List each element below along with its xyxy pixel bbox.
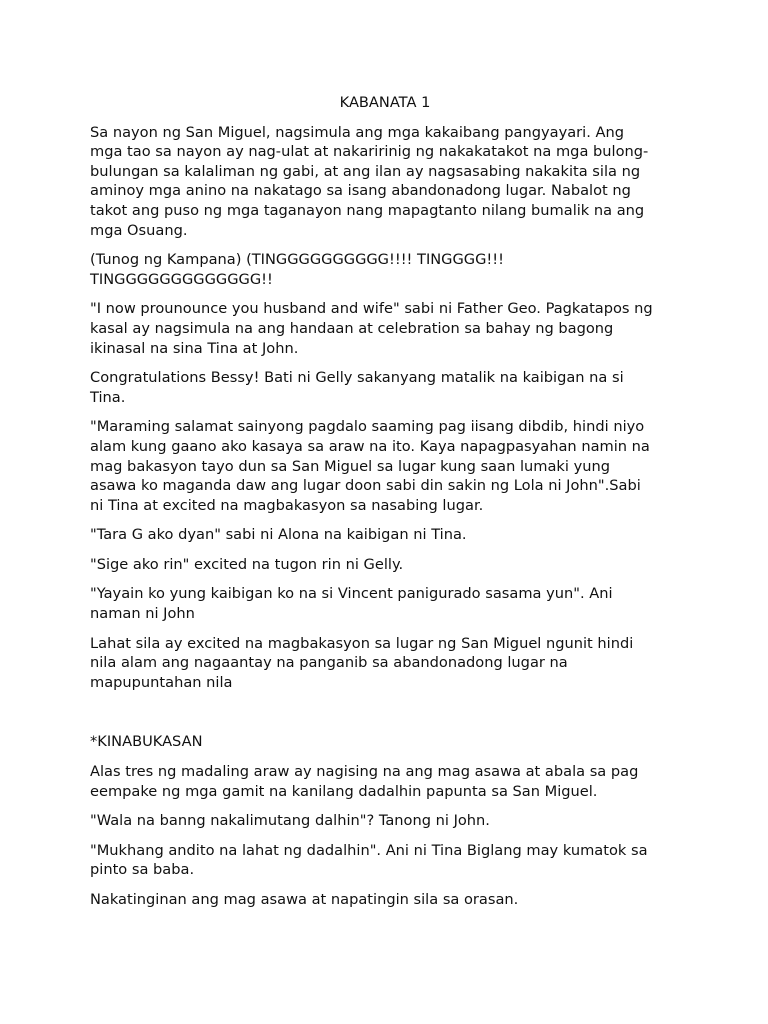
paragraph-line: "Yayain ko yung kaibigan ko na si Vincent panigurado sasama yun". Ani — [90, 585, 613, 603]
paragraph — [90, 634, 680, 693]
paragraph-line: Alas tres ng madaling araw ay nagising na ang mag asawa at abala sa pag — [90, 763, 639, 781]
paragraph-line: mag bakasyon tayo dun sa San Miguel sa lugar kung saan lumaki yung — [90, 457, 610, 475]
paragraph-line: takot ang puso ng mga taganayon nang mapagtanto nilang bumalik na ang — [90, 201, 645, 219]
paragraph-line: mga Osuang. — [90, 221, 188, 239]
paragraph-line: bulungan sa kalaliman ng gabi, at ang ilan ay nagsasabing nakakita sila ng — [90, 162, 641, 180]
paragraph-line: ni Tina at excited na magbakasyon sa nasabing lugar. — [90, 496, 484, 514]
paragraph — [90, 584, 680, 623]
section-one — [90, 123, 680, 693]
paragraph — [90, 417, 680, 515]
section-heading: *KINABUKASAN — [90, 733, 203, 751]
paragraph — [90, 250, 680, 289]
paragraph-line: eempake ng mga gamit na kanilang dadalhin papunta sa San Miguel. — [90, 782, 598, 800]
paragraph-line: Nakatinginan ang mag asawa at napatingin sila sa orasan. — [90, 891, 519, 908]
paragraph-line: mapupuntahan nila — [90, 673, 233, 691]
paragraph-line: aminoy mga anino na nakatago sa isang abandonadong lugar. Nabalot ng — [90, 182, 631, 200]
section-spacer — [90, 702, 680, 732]
paragraph-line: Congratulations Bessy! Bati ni Gelly sakanyang matalik na kaibigan na si — [90, 369, 624, 387]
paragraph-line: TINGGGGGGGGGGGGG!! — [90, 270, 273, 288]
paragraph — [90, 123, 680, 241]
paragraph-line: alam kung gaano ako kasaya sa araw na ito. Kaya napagpasyahan namin na — [90, 437, 650, 455]
paragraph — [90, 525, 680, 545]
paragraph-line: (Tunog ng Kampana) (TINGGGGGGGGGG!!!! TINGGGG!!! — [90, 251, 504, 269]
paragraph-line: "Tara G ako dyan" sabi ni Alona na kaibigan ni Tina. — [90, 526, 467, 544]
paragraph — [90, 890, 680, 910]
chapter-title: KABANATA 1 — [339, 94, 431, 111]
paragraph — [90, 368, 680, 407]
paragraph — [90, 762, 680, 801]
paragraph — [90, 555, 680, 575]
paragraph-line: "Mukhang andito na lahat ng dadalhin". Ani ni Tina Biglang may kumatok sa — [90, 841, 648, 859]
paragraph — [90, 841, 680, 880]
paragraph-line: naman ni John — [90, 605, 195, 623]
paragraph-line: pinto sa baba. — [90, 861, 195, 879]
paragraph-line: asawa ko maganda daw ang lugar doon sabi din sakin ng Lola ni John".Sabi — [90, 477, 641, 495]
paragraph — [90, 299, 680, 358]
paragraph-line: Lahat sila ay excited na magbakasyon sa lugar ng San Miguel ngunit hindi — [90, 634, 634, 652]
document-page — [90, 93, 680, 920]
paragraph-line: "Maraming salamat sainyong pagdalo saaming pag iisang dibdib, hindi niyo — [90, 418, 645, 436]
paragraph-line: ikinasal na sina Tina at John. — [90, 339, 299, 357]
paragraph-line: nila alam ang nagaantay na panganib sa abandonadong lugar na — [90, 654, 568, 672]
paragraph-line: Sa nayon ng San Miguel, nagsimula ang mga kakaibang pangyayari. Ang — [90, 123, 624, 141]
paragraph-line: "I now prounounce you husband and wife" sabi ni Father Geo. Pagkatapos ng — [90, 300, 653, 318]
section-two — [90, 762, 680, 910]
paragraph-line: Tina. — [90, 388, 126, 406]
paragraph — [90, 811, 680, 831]
paragraph-line: "Sige ako rin" excited na tugon rin ni Gelly. — [90, 555, 404, 573]
paragraph-line: "Wala na banng nakalimutang dalhin"? Tanong ni John. — [90, 812, 490, 830]
paragraph-line: kasal ay nagsimula na ang handaan at celebration sa bahay ng bagong — [90, 319, 614, 337]
paragraph-line: mga tao sa nayon ay nag-ulat at nakaririnig ng nakakatakot na mga bulong- — [90, 143, 649, 161]
